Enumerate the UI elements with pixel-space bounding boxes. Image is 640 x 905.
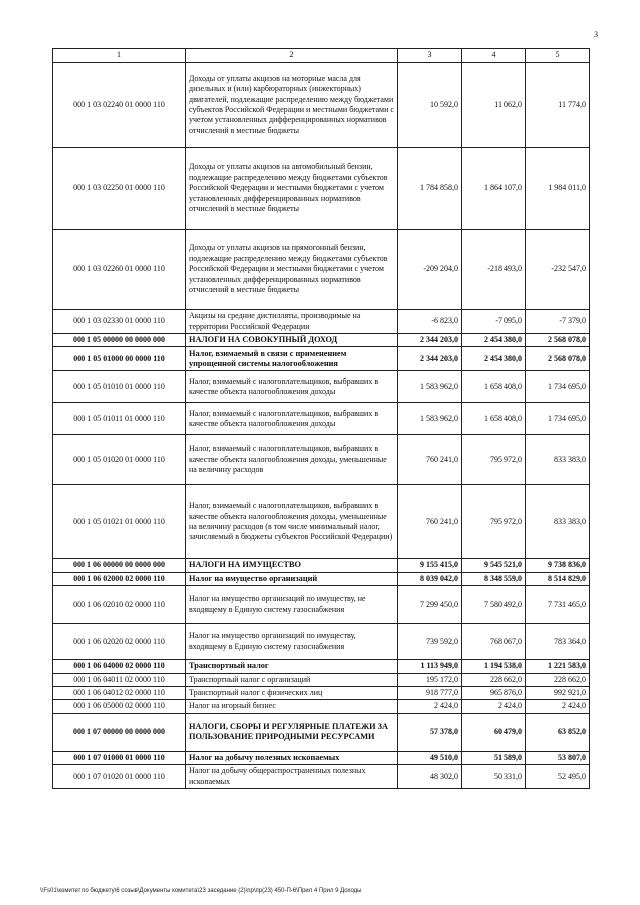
budget-code-cell: 000 1 05 01011 01 0000 110 [53, 403, 186, 435]
amount-col-5-cell: 11 774,0 [526, 63, 590, 148]
table-row [53, 700, 590, 713]
amount-col-4-cell: -7 095,0 [462, 310, 526, 334]
amount-col-3-cell: 10 592,0 [398, 63, 462, 148]
header-col-1: 1 [53, 49, 186, 63]
income-name-cell: Доходы от уплаты акцизов на прямогонный бензин, подлежащие распределению между бюджетами субъектов Российской Федерации и местными бюджетами с учетом установленных дифференцированных нормативов отчислений в местные бюджеты [186, 230, 398, 310]
budget-code-cell: 000 1 05 00000 00 0000 000 [53, 334, 186, 347]
amount-col-3-cell: 1 583 962,0 [398, 403, 462, 435]
budget-code-cell: 000 1 06 05000 02 0000 110 [53, 700, 186, 713]
amount-col-3-cell: 57 378,0 [398, 713, 462, 751]
revenue-table [52, 48, 590, 789]
amount-col-3-cell: 9 155 415,0 [398, 559, 462, 572]
table-row [53, 559, 590, 572]
amount-col-5-cell: 2 424,0 [526, 700, 590, 713]
budget-code-cell: 000 1 06 02020 02 0000 110 [53, 624, 186, 660]
amount-col-4-cell: 795 972,0 [462, 435, 526, 485]
amount-col-5-cell: 1 984 011,0 [526, 148, 590, 230]
amount-col-3-cell: 2 424,0 [398, 700, 462, 713]
income-name-cell: Доходы от уплаты акцизов на автомобильный бензин, подлежащие распределению между бюджетами субъектов Российской Федерации и местными бюджетами с учетом установленных дифференцированных нормативов отчислений в местные бюджеты [186, 148, 398, 230]
income-name-cell: Налог на имущество организаций [186, 572, 398, 585]
amount-col-5-cell: 9 738 836,0 [526, 559, 590, 572]
income-name-cell: Налог на имущество организаций по имуществу, входящему в Единую систему газоснабжения [186, 624, 398, 660]
amount-col-3-cell: 48 302,0 [398, 765, 462, 789]
amount-col-5-cell: 783 364,0 [526, 624, 590, 660]
budget-code-cell: 000 1 03 02330 01 0000 110 [53, 310, 186, 334]
income-name-cell: Транспортный налог [186, 660, 398, 673]
table-row [53, 713, 590, 751]
income-name-cell: НАЛОГИ НА СОВОКУПНЫЙ ДОХОД [186, 334, 398, 347]
budget-code-cell: 000 1 06 04011 02 0000 110 [53, 673, 186, 686]
amount-col-4-cell: 768 067,0 [462, 624, 526, 660]
amount-col-4-cell: 50 331,0 [462, 765, 526, 789]
table-row [53, 371, 590, 403]
budget-code-cell: 000 1 06 00000 00 0000 000 [53, 559, 186, 572]
amount-col-3-cell: 918 777,0 [398, 687, 462, 700]
amount-col-4-cell: 51 589,0 [462, 751, 526, 764]
header-col-4: 4 [462, 49, 526, 63]
amount-col-4-cell: 1 864 107,0 [462, 148, 526, 230]
amount-col-5-cell: 52 495,0 [526, 765, 590, 789]
table-row [53, 765, 590, 789]
income-name-cell: Налог, взимаемый с налогоплательщиков, выбравших в качестве объекта налогообложения доходы, уменьшенные на величину расходов [186, 435, 398, 485]
amount-col-4-cell: 60 479,0 [462, 713, 526, 751]
amount-col-3-cell: 1 583 962,0 [398, 371, 462, 403]
amount-col-4-cell: 9 545 521,0 [462, 559, 526, 572]
budget-code-cell: 000 1 05 01020 01 0000 110 [53, 435, 186, 485]
header-col-5: 5 [526, 49, 590, 63]
table-row [53, 403, 590, 435]
amount-col-5-cell: 1 734 695,0 [526, 403, 590, 435]
amount-col-3-cell: -209 204,0 [398, 230, 462, 310]
budget-code-cell: 000 1 03 02240 01 0000 110 [53, 63, 186, 148]
amount-col-3-cell: 1 784 858,0 [398, 148, 462, 230]
table-row [53, 347, 590, 371]
income-name-cell: Налог, взимаемый с налогоплательщиков, выбравших в качестве объекта налогообложения доходы, уменьшенные на величину расходов (в том числе минимальный налог, зачисляемый в бюджеты субъектов Российской Федерации) [186, 485, 398, 559]
amount-col-5-cell: 2 568 078,0 [526, 347, 590, 371]
amount-col-3-cell: 195 172,0 [398, 673, 462, 686]
amount-col-4-cell: 228 662,0 [462, 673, 526, 686]
income-name-cell: Транспортный налог с физических лиц [186, 687, 398, 700]
amount-col-4-cell: 1 194 538,0 [462, 660, 526, 673]
budget-code-cell: 000 1 07 01000 01 0000 110 [53, 751, 186, 764]
amount-col-5-cell: 833 383,0 [526, 435, 590, 485]
income-name-cell: Налог на добычу полезных ископаемых [186, 751, 398, 764]
income-name-cell: Налог, взимаемый в связи с применением упрощенной системы налогообложения [186, 347, 398, 371]
amount-col-5-cell: 53 807,0 [526, 751, 590, 764]
amount-col-3-cell: 739 592,0 [398, 624, 462, 660]
amount-col-5-cell: 63 852,0 [526, 713, 590, 751]
amount-col-5-cell: 2 568 078,0 [526, 334, 590, 347]
income-name-cell: Доходы от уплаты акцизов на моторные масла для дизельных и (или) карбюраторных (инжекторных) двигателей, подлежащие распределению между бюджетами субъектов Российской Федерации и местными бюджетами с учетом установленных дифференцированных нормативов отчислений в местные бюджеты [186, 63, 398, 148]
table-row [53, 751, 590, 764]
amount-col-3-cell: 7 299 450,0 [398, 586, 462, 624]
table-header-row [53, 49, 590, 63]
amount-col-4-cell: -218 493,0 [462, 230, 526, 310]
table-row [53, 660, 590, 673]
amount-col-4-cell: 8 348 559,0 [462, 572, 526, 585]
amount-col-4-cell: 1 658 408,0 [462, 403, 526, 435]
amount-col-5-cell: 228 662,0 [526, 673, 590, 686]
header-col-2: 2 [186, 49, 398, 63]
amount-col-3-cell: 2 344 203,0 [398, 347, 462, 371]
table-row [53, 63, 590, 148]
table-row [53, 586, 590, 624]
income-name-cell: Налог на добычу общераспространенных полезных ископаемых [186, 765, 398, 789]
table-row [53, 230, 590, 310]
amount-col-4-cell: 2 454 380,0 [462, 334, 526, 347]
budget-code-cell: 000 1 07 01020 01 0000 110 [53, 765, 186, 789]
amount-col-4-cell: 1 658 408,0 [462, 371, 526, 403]
amount-col-3-cell: 8 039 042,0 [398, 572, 462, 585]
table-row [53, 148, 590, 230]
income-name-cell: НАЛОГИ НА ИМУЩЕСТВО [186, 559, 398, 572]
amount-col-3-cell: -6 823,0 [398, 310, 462, 334]
amount-col-5-cell: -7 379,0 [526, 310, 590, 334]
table-row [53, 435, 590, 485]
budget-code-cell: 000 1 03 02260 01 0000 110 [53, 230, 186, 310]
table-row [53, 334, 590, 347]
amount-col-4-cell: 11 062,0 [462, 63, 526, 148]
budget-code-cell: 000 1 06 04000 02 0000 110 [53, 660, 186, 673]
amount-col-4-cell: 2 454 380,0 [462, 347, 526, 371]
table-row [53, 572, 590, 585]
budget-code-cell: 000 1 03 02250 01 0000 110 [53, 148, 186, 230]
header-col-3: 3 [398, 49, 462, 63]
amount-col-4-cell: 2 424,0 [462, 700, 526, 713]
income-name-cell: Налог, взимаемый с налогоплательщиков, выбравших в качестве объекта налогообложения доходы [186, 403, 398, 435]
budget-code-cell: 000 1 05 01021 01 0000 110 [53, 485, 186, 559]
income-name-cell: Налог на имущество организаций по имуществу, не входящему в Единую систему газоснабжения [186, 586, 398, 624]
amount-col-3-cell: 760 241,0 [398, 435, 462, 485]
amount-col-4-cell: 795 972,0 [462, 485, 526, 559]
budget-code-cell: 000 1 05 01000 00 0000 110 [53, 347, 186, 371]
budget-code-cell: 000 1 07 00000 00 0000 000 [53, 713, 186, 751]
budget-code-cell: 000 1 06 04012 02 0000 110 [53, 687, 186, 700]
amount-col-5-cell: 7 731 465,0 [526, 586, 590, 624]
income-name-cell: Акцизы на средние дистилляты, производимые на территории Российской Федерации [186, 310, 398, 334]
budget-code-cell: 000 1 06 02000 02 0000 110 [53, 572, 186, 585]
amount-col-3-cell: 2 344 203,0 [398, 334, 462, 347]
amount-col-3-cell: 49 510,0 [398, 751, 462, 764]
budget-code-cell: 000 1 05 01010 01 0000 110 [53, 371, 186, 403]
budget-code-cell: 000 1 06 02010 02 0000 110 [53, 586, 186, 624]
amount-col-3-cell: 760 241,0 [398, 485, 462, 559]
amount-col-4-cell: 7 580 492,0 [462, 586, 526, 624]
amount-col-5-cell: -232 547,0 [526, 230, 590, 310]
page-number: 3 [594, 30, 598, 39]
income-name-cell: Налог на игорный бизнес [186, 700, 398, 713]
amount-col-5-cell: 8 514 829,0 [526, 572, 590, 585]
income-name-cell: Транспортный налог с организаций [186, 673, 398, 686]
income-name-cell: НАЛОГИ, СБОРЫ И РЕГУЛЯРНЫЕ ПЛАТЕЖИ ЗА ПОЛЬЗОВАНИЕ ПРИРОДНЫМИ РЕСУРСАМИ [186, 713, 398, 751]
amount-col-4-cell: 965 876,0 [462, 687, 526, 700]
table-row [53, 310, 590, 334]
amount-col-3-cell: 1 113 949,0 [398, 660, 462, 673]
amount-col-5-cell: 1 221 583,0 [526, 660, 590, 673]
amount-col-5-cell: 992 921,0 [526, 687, 590, 700]
table-row [53, 485, 590, 559]
table-row [53, 624, 590, 660]
income-name-cell: Налог, взимаемый с налогоплательщиков, выбравших в качестве объекта налогообложения доходы [186, 371, 398, 403]
table-row [53, 673, 590, 686]
table-row [53, 687, 590, 700]
amount-col-5-cell: 1 734 695,0 [526, 371, 590, 403]
footer-file-path: \\Fs01\комитет по бюджету\6 созыв\Документы комитета\23 заседание (2)\пр\пр(23) 450-П-6\Прил 4 Прил 9 Доходы [40, 888, 362, 894]
amount-col-5-cell: 833 383,0 [526, 485, 590, 559]
